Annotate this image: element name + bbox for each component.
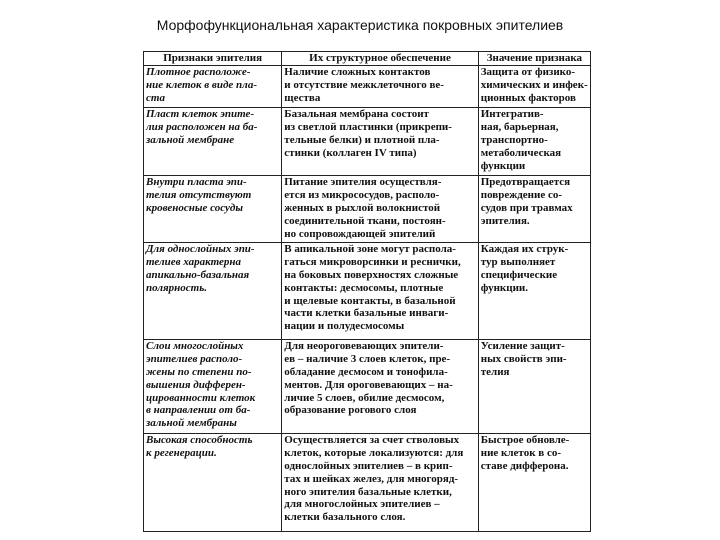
- significance-cell: Быстрое обновле- ние клеток в со- ставе дифферона.: [478, 433, 590, 531]
- structure-cell: Питание эпителия осуществля- ется из микрососудов, располо- женных в рыхлой волокнистой соединительной ткани, постоян- но сопровождающей эпителий: [282, 175, 478, 242]
- table-header-row: [144, 52, 591, 66]
- significance-cell: Защита от физико- химических и инфек- ционных факторов: [478, 65, 590, 107]
- structure-cell: Базальная мембрана состоит из светлой пластинки (прикрепи- тельные белки) и плотной пла- стинки (коллаген IV типа): [282, 107, 478, 175]
- column-header-significance: Значение признака: [478, 52, 590, 66]
- feature-cell: Внутри пласта эпи- телия отсутствуют кровеносные сосуды: [144, 175, 282, 242]
- structure-cell: Осуществляется за счет стволовых клеток, которые локализуются: для однослойных эпителиев – в крип- тах и шейках желез, для многоряд- ного эпителия базальные клетки, для многослойных эпителиев – клетки базального слоя.: [282, 433, 478, 531]
- table-row: [144, 242, 591, 339]
- table-row: [144, 107, 591, 175]
- page-title: Морфофункциональная характеристика покровных эпителиев: [156, 17, 564, 33]
- structure-cell: Наличие сложных контактов и отсутствие межклеточного ве- щества: [282, 65, 478, 107]
- significance-cell: Усиление защит- ных свойств эпи- телия: [478, 339, 590, 433]
- table-row: [144, 175, 591, 242]
- table-row: [144, 65, 591, 107]
- feature-cell: Пласт клеток эпите- лия расположен на ба- зальной мембране: [144, 107, 282, 175]
- feature-cell: Высокая способность к регенерации.: [144, 433, 282, 531]
- significance-cell: Интегратив- ная, барьерная, транспортно- метаболическая функции: [478, 107, 590, 175]
- structure-cell: Для неороговевающих эпители- ев – наличие 3 слоев клеток, пре- обладание десмосом и тонофила- ментов. Для ороговевающих – на- личие 5 слоев, обилие десмосом, образование рогового слоя: [282, 339, 478, 433]
- table-row: [144, 433, 591, 531]
- significance-cell: Каждая их струк- тур выполняет специфические функции.: [478, 242, 590, 339]
- feature-cell: Плотное расположе- ние клеток в виде пла- ста: [144, 65, 282, 107]
- significance-cell: Предотвращается повреждение со- судов при травмах эпителия.: [478, 175, 590, 242]
- column-header-features: Признаки эпителия: [144, 52, 282, 66]
- structure-cell: В апикальной зоне могут распола- гаться микроворсинки и реснички, на боковых поверхностях сложные контакты: десмосомы, плотные и щелевые контакты, в базальной части клетки базальные инваги- нации и полудесмосомы: [282, 242, 478, 339]
- column-header-structure: Их структурное обеспечение: [282, 52, 478, 66]
- epithelium-characteristics-table: [143, 51, 591, 532]
- table-row: [144, 339, 591, 433]
- feature-cell: Для однослойных эпи- телиев характерна апикально-базальная полярность.: [144, 242, 282, 339]
- feature-cell: Слои многослойных эпителиев располо- жены по степени по- вышения дифферен- цированности клеток в направлении от ба- зальной мембраны: [144, 339, 282, 433]
